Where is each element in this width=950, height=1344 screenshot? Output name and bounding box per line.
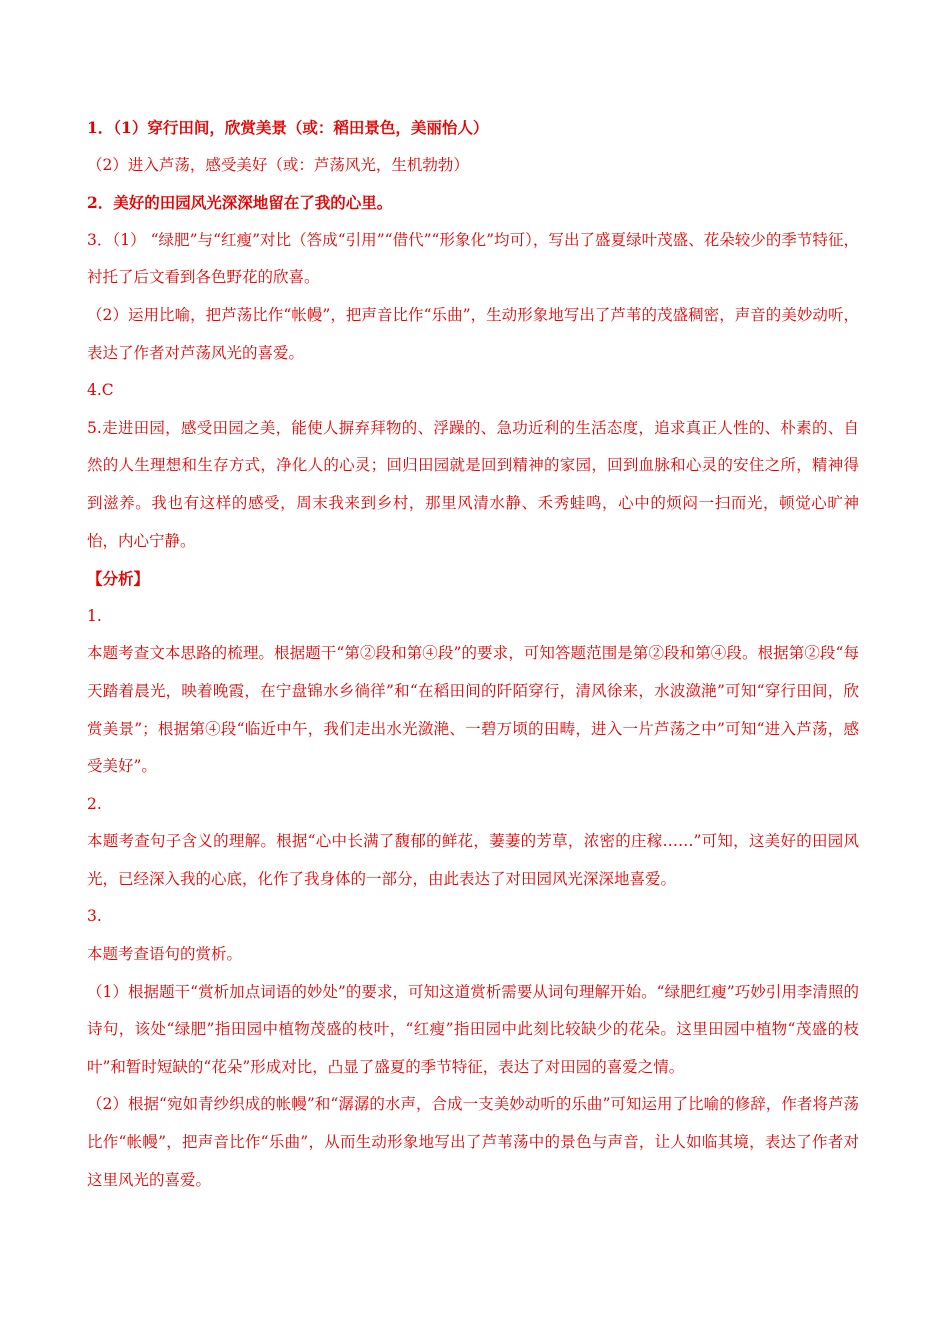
analysis-heading: 【分析】: [87, 569, 150, 589]
analysis-q3-part-1: （1）根据题干“赏析加点词语的妙处”的要求，可知这道赏析需要从词句理解开始。“绿肥红瘦”巧妙引用李清照的诗句，该处“绿肥”指田园中植物茂盛的枝叶，“红瘦”指田园中此刻比较缺少的花朵。这里田园中植物“茂盛的枝叶”和暂时短缺的“花朵”形成对比，凸显了盛夏的季节特征，表达了对田园的喜爱之情。: [87, 982, 859, 1076]
analysis-q2-text: 本题考查句子含义的理解。根据“心中长满了馥郁的鲜花，萋萋的芳草，浓密的庄稼……”可知，这美好的田园风光，已经深入我的心底，化作了我身体的一部分，由此表达了对田园风光深深地喜爱。: [87, 832, 859, 888]
answer-3-part-2: （2）运用比喻，把芦荡比作“帐幔”，把声音比作“乐曲”，生动形象地写出了芦苇的茂盛稠密，声音的美妙动听，表达了作者对芦荡风光的喜爱。: [87, 305, 859, 362]
analysis-q3-intro: 本题考查语句的赏析。: [87, 945, 243, 964]
answer-5: 5.走进田园，感受田园之美，能使人摒弃拜物的、浮躁的、急功近利的生活态度，追求真正人性的、朴素的、自然的人生理想和生存方式，净化人的心灵；回归田园就是回到精神的家园，回到血脉和心灵的安住之所，精神得到滋养。我也有这样的感受，周末我来到乡村，那里风清水静、禾秀蛙鸣，心中的烦闷一扫而光，顿觉心旷神怡，内心宁静。: [87, 418, 859, 550]
answer-2: 2．美好的田园风光深深地留在了我的心里。: [87, 193, 393, 213]
answer-1-line-2: （2）进入芦荡，感受美好（或：芦荡风光，生机勃勃）: [87, 155, 469, 174]
analysis-q3-number: 3.: [87, 907, 102, 926]
analysis-q1-text: 本题考查文本思路的梳理。根据题干“第②段和第④段”的要求，可知答题范围是第②段和第④段。根据第②段“每天踏着晨光，映着晚霞，在宁盘锦水乡徜徉”和“在稻田间的阡陌穿行，清风徐来，水波潋滟”可知“穿行田间，欣赏美景”；根据第④段“临近中午，我们走出水光潋滟、一碧万顷的田畴，进入一片芦荡之中”可知“进入芦荡，感受美好”。: [87, 644, 859, 776]
analysis-q2-number: 2.: [87, 794, 102, 813]
answer-4: 4.C: [87, 381, 114, 400]
answer-3-part-1: 3．（1） “绿肥”与“红瘦”对比（答成“引用”“借代”“形象化”均可），写出了盛夏绿叶茂盛、花朵较少的季节特征，衬托了后文看到各色野花的欣喜。: [87, 230, 859, 287]
analysis-q1-number: 1.: [87, 606, 102, 625]
answer-document: [87, 109, 859, 1199]
analysis-q3-part-2: （2）根据“宛如青纱织成的帐幔”和“潺潺的水声，合成一支美妙动听的乐曲”可知运用了比喻的修辞，作者将芦荡比作“帐幔”，把声音比作“乐曲”，从而生动形象地写出了芦苇荡中的景色与声音，让人如临其境，表达了作者对这里风光的喜爱。: [87, 1095, 859, 1189]
answer-1-line-1: 1．（1）穿行田间，欣赏美景（或：稻田景色，美丽怡人）: [87, 118, 489, 137]
